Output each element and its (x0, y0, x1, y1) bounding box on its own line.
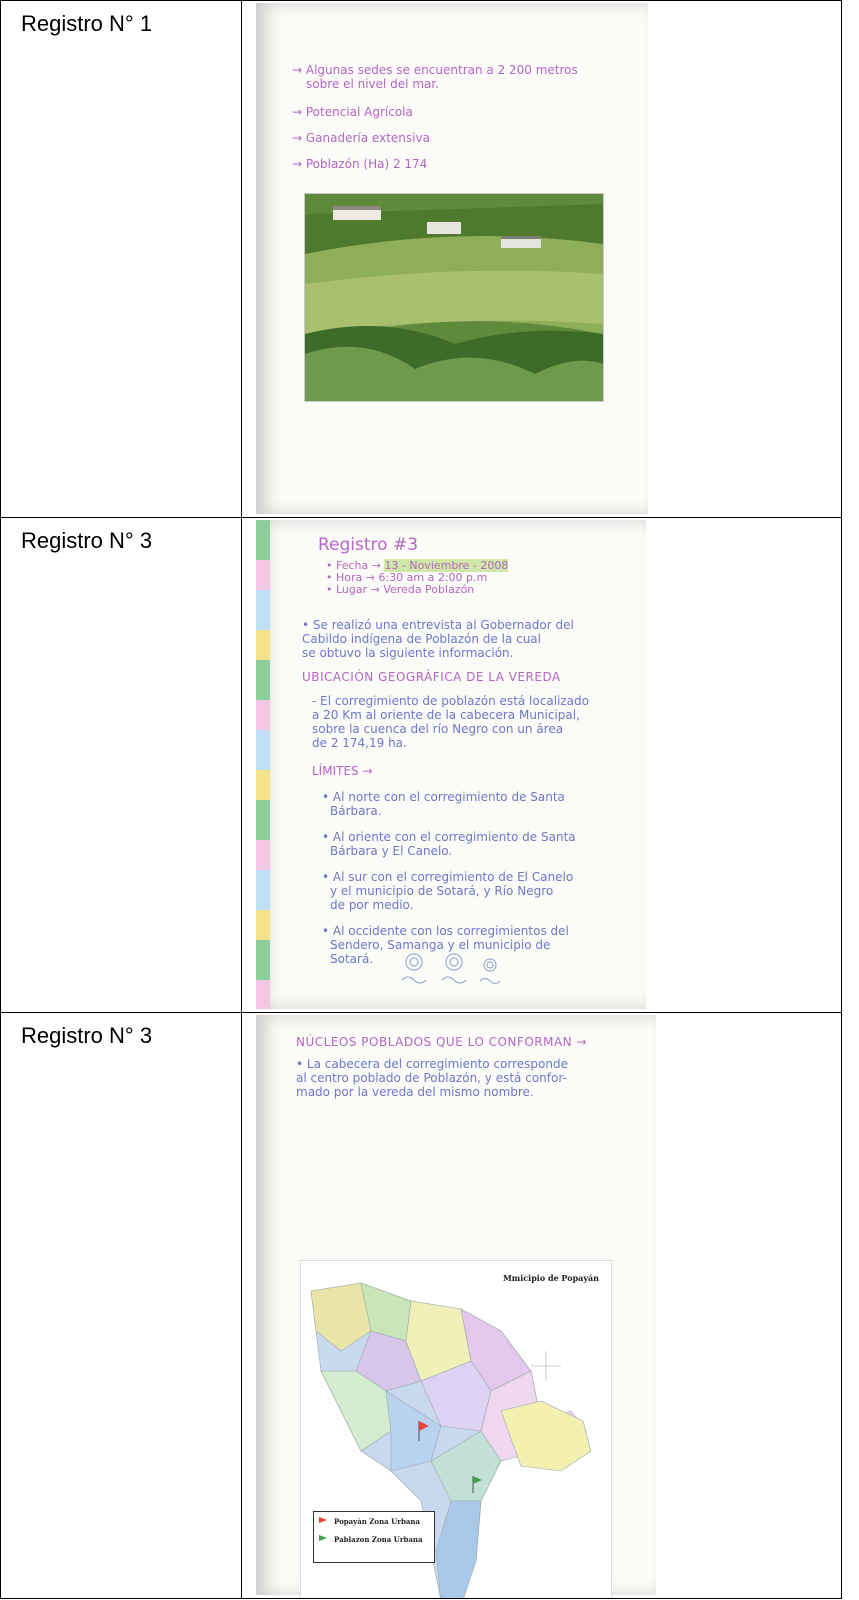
nucleos-line: • La cabecera del corregimiento corresponde (296, 1057, 568, 1071)
registro-row-1 (1, 1, 842, 518)
note-line: → Potencial Agrícola (292, 105, 413, 119)
legend-item (314, 1530, 434, 1548)
nucleos-line: mado por la vereda del mismo nombre. (296, 1085, 534, 1099)
limite-line: Sotará. (330, 952, 374, 966)
label-cell (1, 518, 242, 1013)
intro-line: Cabildo indígena de Poblazón de la cual (302, 632, 541, 646)
notebook-cell (242, 518, 842, 1013)
compass-icon (531, 1351, 561, 1381)
nucleos-heading: NÚCLEOS POBLADOS QUE LO CONFORMAN → (296, 1035, 588, 1049)
landscape-photo (304, 193, 604, 402)
legend-item (314, 1512, 434, 1530)
legend-label: Popayán Zona Urbana (334, 1516, 420, 1526)
intro-line: se obtuvo la siguiente información. (302, 646, 514, 660)
fecha-label: • Fecha → (326, 559, 381, 572)
section-heading: UBICACIÓN GEOGRÁFICA DE LA VEREDA (302, 670, 561, 684)
limite-line: de por medio. (330, 898, 414, 912)
note-line: sobre el nivel del mar. (306, 77, 440, 91)
notebook-page (256, 520, 646, 1009)
ubicacion-line: de 2 174,19 ha. (312, 736, 407, 750)
legend-label: Pablazon Zona Urbana (334, 1534, 423, 1544)
nucleos-line: al centro poblado de Poblazón, y está confor- (296, 1071, 567, 1085)
limite-line: Bárbara. (330, 804, 382, 818)
limites-title: LÍMITES → (312, 764, 373, 778)
notebook-page (256, 3, 648, 514)
notebook-cover-edge (256, 520, 270, 1009)
limite-line: • Al oriente con el corregimiento de Santa (322, 830, 576, 844)
label-cell (1, 1013, 242, 1599)
map-cell (242, 1013, 842, 1599)
spiral-doodles-icon (396, 950, 516, 991)
limite-line: y el municipio de Sotará, y Río Negro (330, 884, 554, 898)
note-line: → Ganadería extensiva (292, 131, 430, 145)
map-legend (313, 1511, 435, 1563)
ubicacion-line: - El corregimiento de poblazón está localizado (312, 694, 589, 708)
label-cell (1, 1, 242, 518)
red-flag-icon (318, 1516, 328, 1526)
registro-label: Registro N° 3 (21, 528, 153, 553)
municipio-map (300, 1260, 612, 1599)
registro-row-2 (1, 518, 842, 1013)
registro-title: Registro #3 (318, 535, 419, 555)
intro-line: • Se realizó una entrevista al Gobernador del (302, 618, 574, 632)
limite-line: Sendero, Samanga y el municipio de (330, 938, 551, 952)
fecha-value: 13 - Noviembre - 2008 (384, 559, 509, 572)
limite-line: Bárbara y El Canelo. (330, 844, 453, 858)
registro-label: Registro N° 1 (21, 11, 153, 36)
hora-line: • Hora → 6:30 am a 2:00 p.m (326, 571, 488, 584)
registro-label: Registro N° 3 (21, 1023, 153, 1048)
lugar-line: • Lugar → Vereda Poblazón (326, 583, 475, 596)
note-line: → Poblazón (Ha) 2 174 (292, 157, 428, 171)
notebook-page (256, 1015, 656, 1595)
ubicacion-line: a 20 Km al oriente de la cabecera Municipal, (312, 708, 580, 722)
note-line: → Algunas sedes se encuentran a 2 200 metros (292, 63, 578, 77)
green-flag-icon (318, 1534, 328, 1544)
limite-line: • Al occidente con los corregimientos del (322, 924, 569, 938)
map-title: Mmicipio de Popayán (502, 1273, 599, 1283)
limite-line: • Al sur con el corregimiento de El Canelo (322, 870, 574, 884)
ubicacion-line: sobre la cuenca del río Negro con un área (312, 722, 564, 736)
photo-cell (242, 1, 842, 518)
registro-row-3 (1, 1013, 842, 1599)
limite-line: • Al norte con el corregimiento de Santa (322, 790, 565, 804)
